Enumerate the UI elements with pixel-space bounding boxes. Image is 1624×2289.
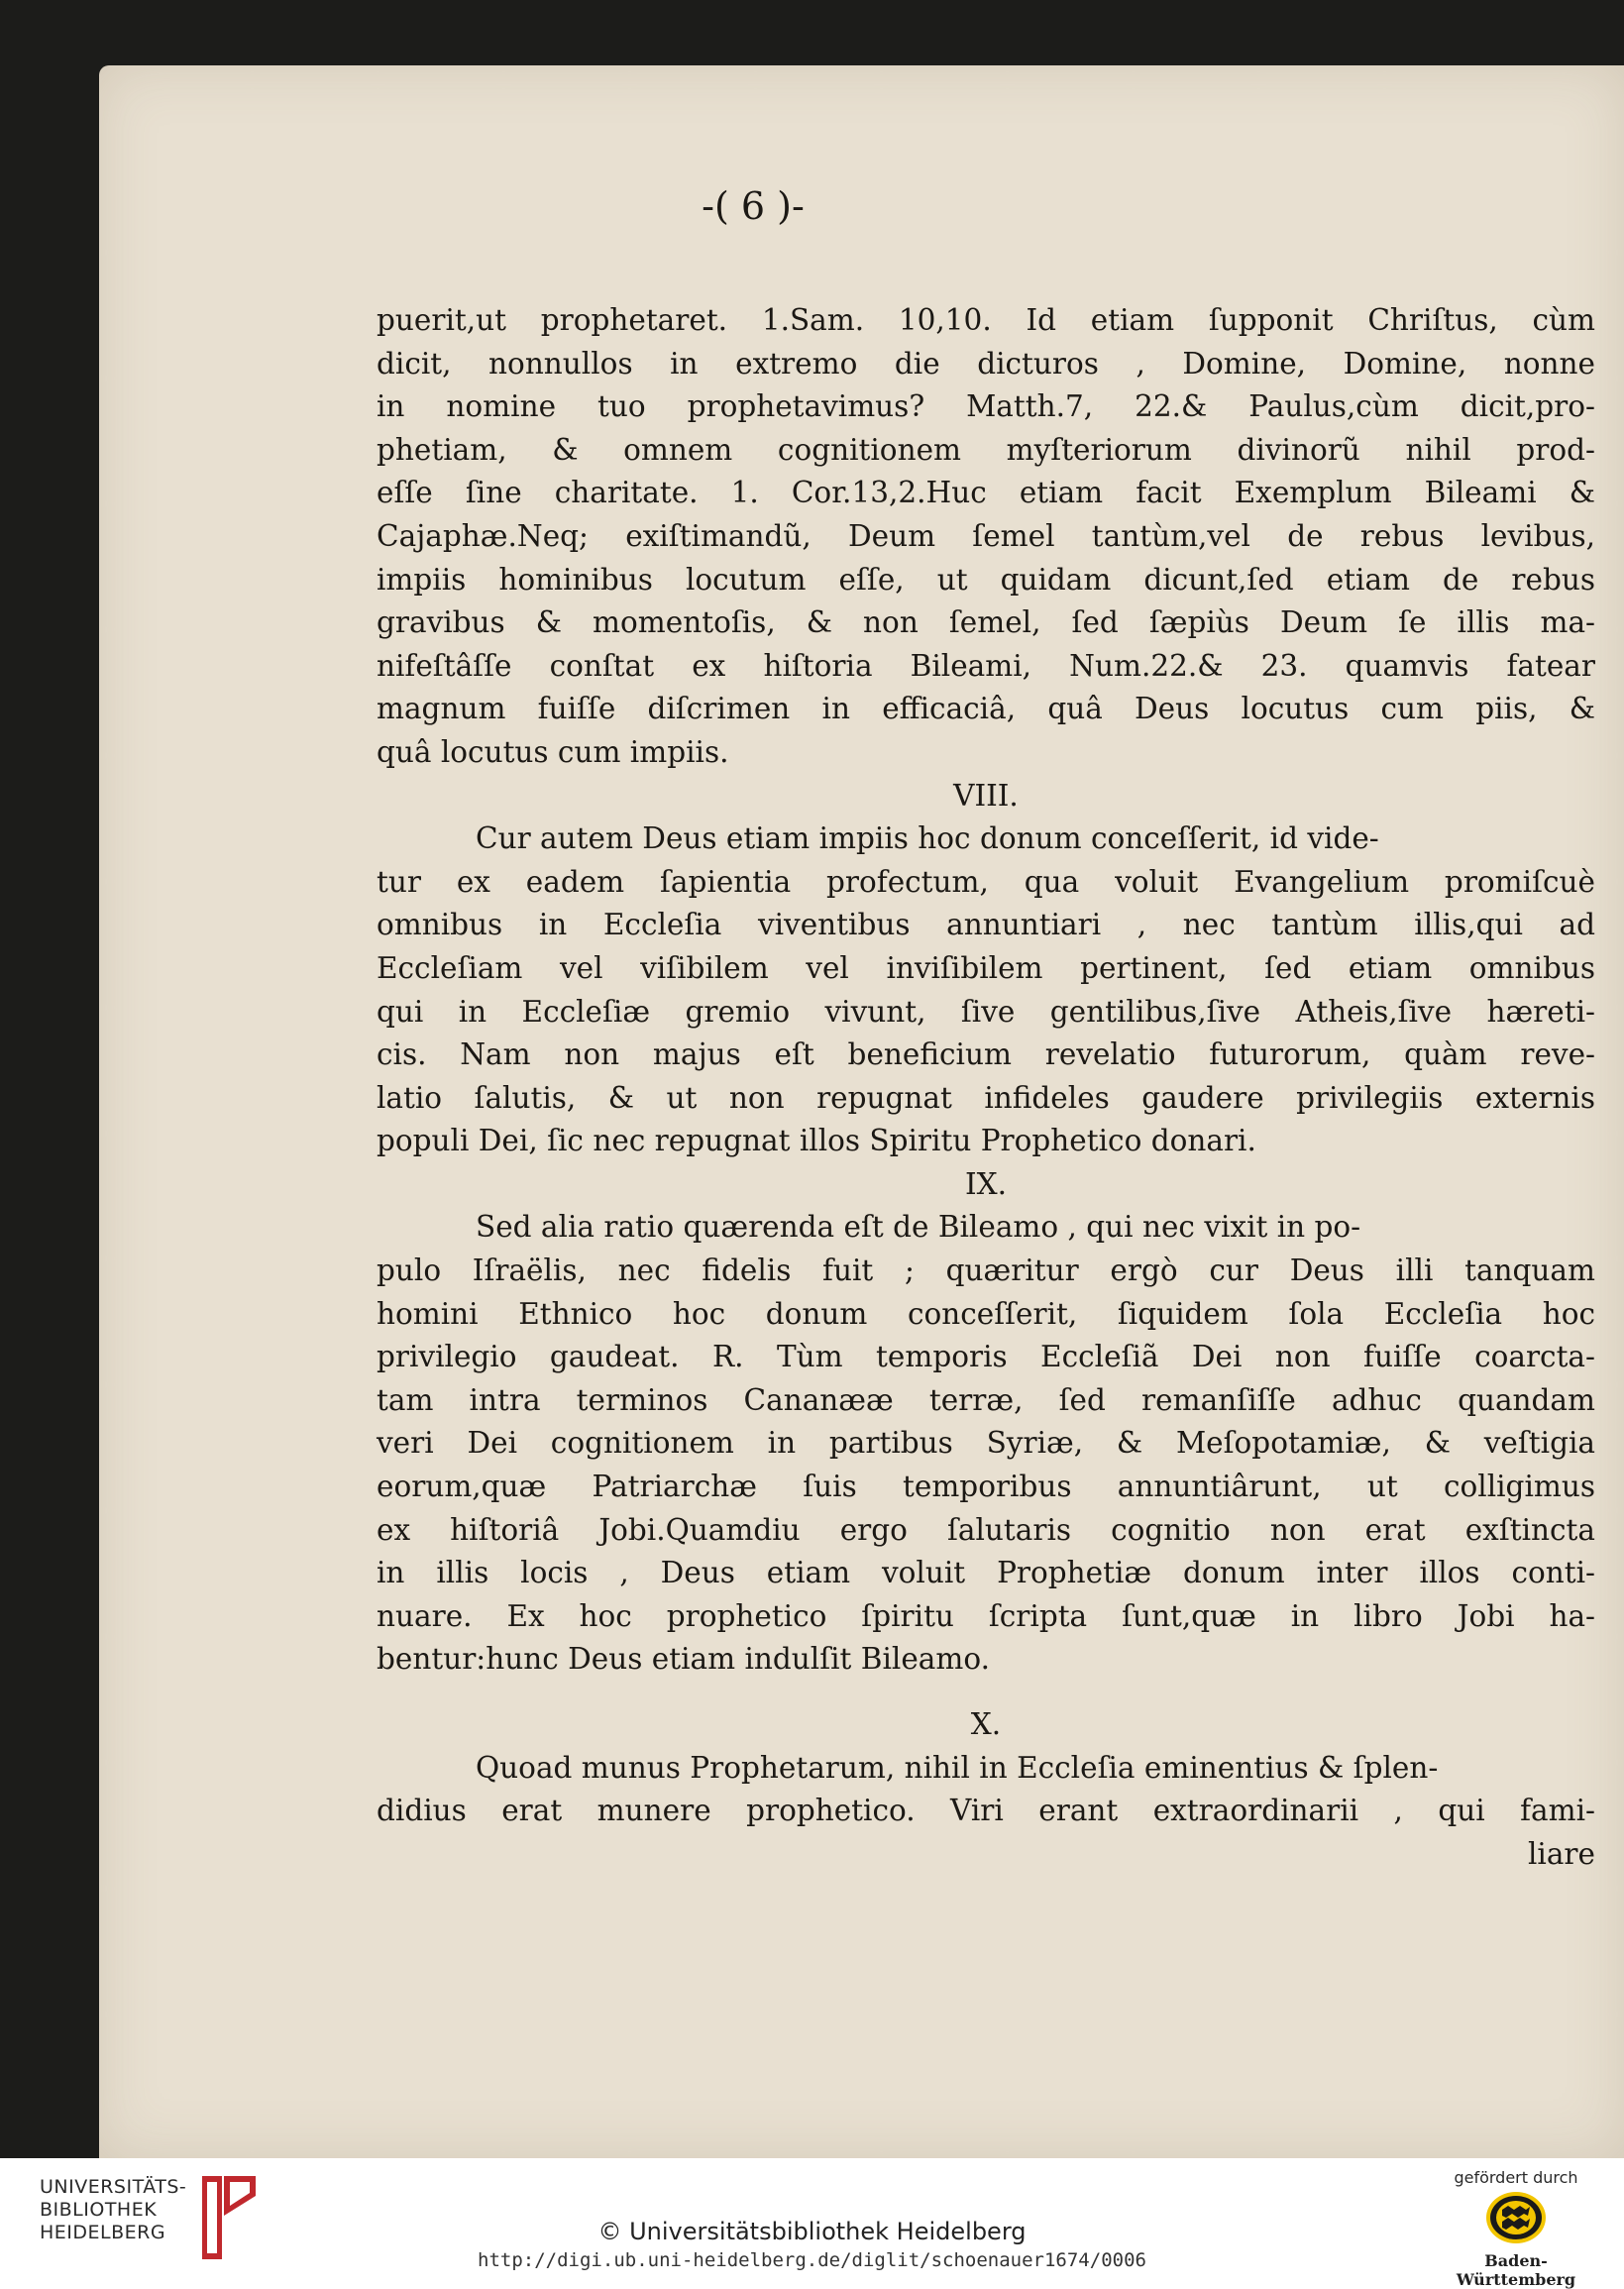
funded-by-label: gefördert durch [1454,2168,1578,2187]
library-name-line: UNIVERSITÄTS- [40,2176,187,2198]
text-line: Sed alia ratio quærenda eſt de Bileamo , qui nec vixit in po- [476,1210,1361,1245]
section-heading: IX. [964,1166,1008,1201]
text-line: quâ locutus cum impiis. [377,734,729,769]
text-line: omnibus in Eccleſia viventibus annuntiari , nec tantùm illis,qui ad [377,908,1595,942]
text-line: homini Ethnico hoc donum conceſſerit, ſiquidem ſola Eccleſia hoc [377,1296,1595,1331]
text-line: in illis locis , Deus etiam voluit Prophetiæ donum inter illos conti- [377,1556,1595,1590]
text-line: nuare. Ex hoc prophetico ſpiritu ſcripta ſunt,quæ in libro Jobi ha- [377,1598,1595,1633]
text-line: Eccleſiam vel viſibilem vel inviſibilem pertinent, ſed etiam omnibus [377,950,1595,985]
page-number: -( 6 )- [702,184,805,228]
text-line: veri Dei cognitionem in partibus Syriæ, & Meſopotamiæ, & veſtigia [377,1426,1595,1461]
text-line: Quoad munus Prophetarum, nihil in Eccleſia eminentius & ſplen- [476,1750,1439,1785]
text-line: bentur:hunc Deus etiam indulſit Bileamo. [377,1642,990,1677]
library-name-line: HEIDELBERG [40,2222,166,2243]
text-line: phetiam, & omnem cognitionem myſteriorum divinorũ nihil prod- [377,432,1595,467]
text-line: qui in Eccleſiæ gremio vivunt, ſive gentilibus,ſive Atheis,ſive hæreti- [377,994,1595,1029]
text-line: tam intra terminos Cananææ terræ, ſed remanſiſſe adhuc quandam [377,1382,1595,1417]
text-line: Cajaphæ.Neq; exiſtimandũ, Deum ſemel tantùm,vel de rebus levibus, [377,518,1595,553]
footer-bar [0,2158,1624,2289]
text-line: eorum,quæ Patriarchæ ſuis temporibus annuntiârunt, ut colligimus [377,1470,1595,1504]
text-line: dicit, nonnullos in extremo die dicturos , Domine, Domine, nonne [377,346,1595,381]
text-line: eſſe ſine charitate. 1. Cor.13,2.Huc etiam facit Exemplum Bileami & [377,476,1595,510]
copyright-notice: © Universitätsbibliothek Heidelberg [597,2218,1027,2245]
text-line: didius erat munere prophetico. Viri erant extraordinarii , qui fami- [377,1794,1595,1828]
funder-name: Baden-Württemberg [1456,2251,1576,2289]
page-body-text [377,299,1595,1876]
text-line: magnum fuiſſe diſcrimen in efficaciâ, quâ Deus locutus cum piis, & [377,692,1595,726]
text-line: in nomine tuo prophetavimus? Matth.7, 22.& Paulus,cùm dicit,pro- [377,389,1595,424]
text-line: pulo Iſraëlis, nec fidelis fuit ; quæritur ergò cur Deus illi tanquam [377,1254,1595,1288]
text-line: puerit,ut prophetaret. 1.Sam. 10,10. Id etiam ſupponit Chriſtus, cùm [377,303,1595,337]
text-line: gravibus & momentoſis, & non ſemel, ſed ſæpiùs Deum ſe illis ma- [377,605,1595,640]
text-line: ex hiſtoriâ Jobi.Quamdiu ergo ſalutaris cognitio non erat exſtincta [377,1512,1595,1547]
permalink-url[interactable]: http://digi.ub.uni-heidelberg.de/diglit/schoenauer1674/0006 [478,2249,1146,2271]
baden-wuerttemberg-coat-of-arms-icon [1484,2190,1548,2245]
text-line: nifeſtâſſe conſtat ex hiſtoria Bileami, Num.22.& 23. quamvis fatear [377,648,1595,683]
book-page [99,65,1624,2158]
text-line: populi Dei, ſic nec repugnat illos Spiritu Prophetico donari. [377,1124,1256,1158]
text-line: privilegio gaudeat. R. Tùm temporis Eccleſiã Dei non fuiſſe coarcta- [377,1340,1595,1374]
text-line: cis. Nam non majus eſt beneficium revelatio futurorum, quàm reve- [377,1037,1595,1072]
section-heading: VIII. [953,778,1019,813]
text-line: impiis hominibus locutum eſſe, ut quidam dicunt,ſed etiam de rebus [377,562,1595,597]
text-line: tur ex eadem ſapientia profectum, qua voluit Evangelium promiſcuè [377,864,1595,899]
text-line: latio ſalutis, & ut non repugnat infideles gaudere privilegiis externis [377,1080,1595,1115]
text-line: liare [1527,1836,1595,1871]
library-name-line: BIBLIOTHEK [40,2199,158,2221]
section-heading: X. [970,1707,1002,1741]
text-line: Cur autem Deus etiam impiis hoc donum conceſſerit, id vide- [476,821,1379,856]
